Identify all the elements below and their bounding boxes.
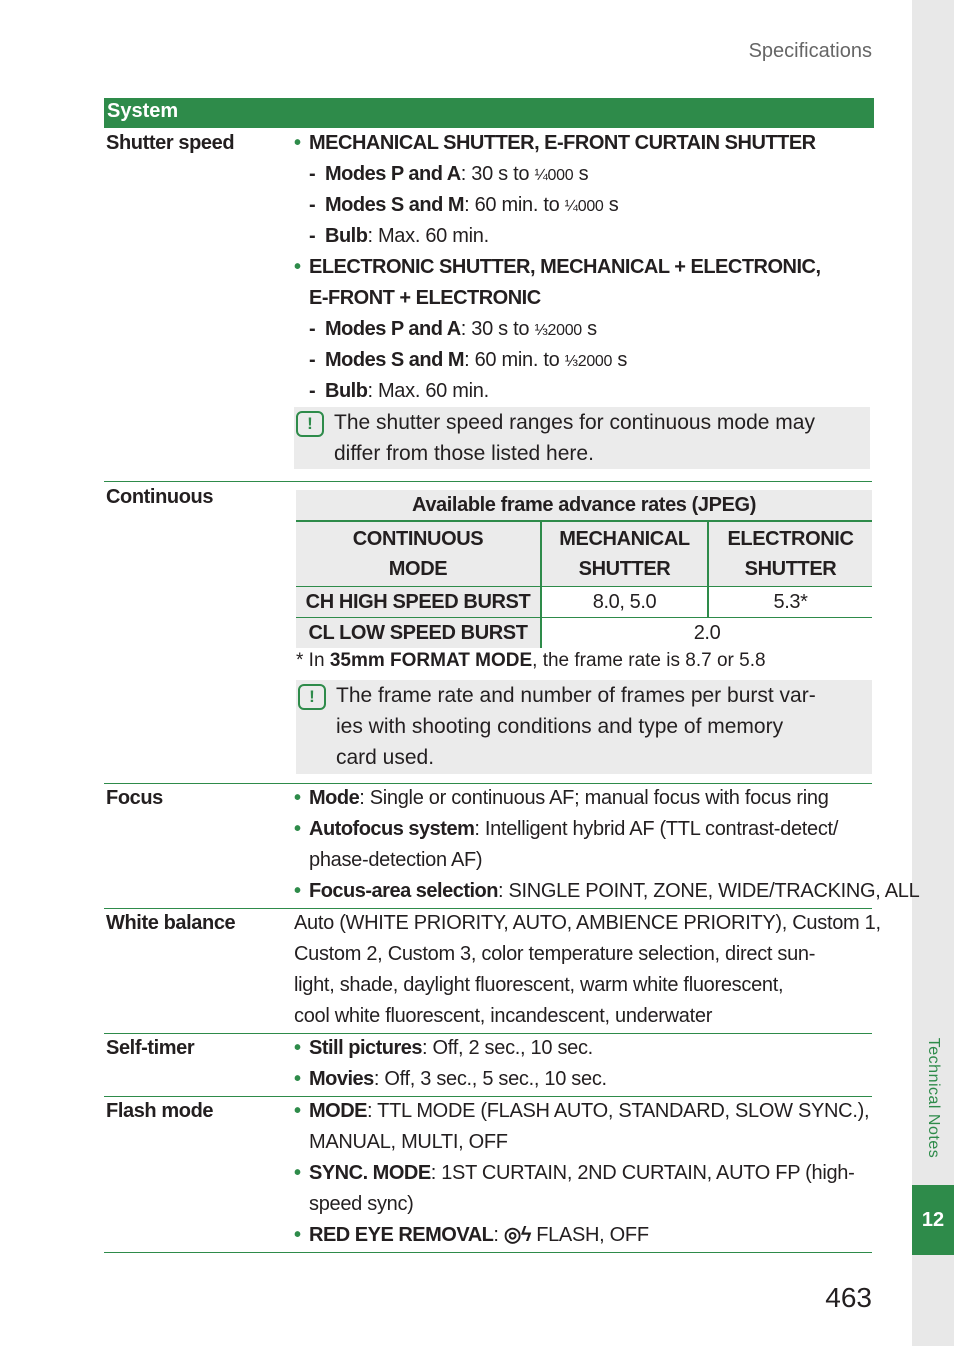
- red-eye-flash-icon: ◎ϟ: [503, 1224, 531, 1246]
- system-header: System: [104, 98, 874, 128]
- list-item-cont: MANUAL, MULTI, OFF: [309, 1131, 508, 1153]
- table-row: CL LOW SPEED BURST 2.0: [296, 618, 872, 649]
- divider: [104, 1252, 872, 1253]
- caution-note: ! The shutter speed ranges for continuous mode may differ from those listed here.: [294, 407, 870, 469]
- sub-item: - Bulb: Max. 60 min.: [309, 225, 489, 247]
- chapter-tab[interactable]: 12: [912, 1185, 954, 1255]
- list-item: • Focus-area selection: SINGLE POINT, ZONE, WIDE/TRACKING, ALL: [294, 880, 920, 902]
- row-label: Continuous: [106, 486, 214, 508]
- sub-item: - Modes S and M: 60 min. to ⅓2000 s: [309, 349, 628, 371]
- sub-item: - Bulb: Max. 60 min.: [309, 380, 489, 402]
- list-item: • MODE: TTL MODE (FLASH AUTO, STANDARD, SLOW SYNC.),: [294, 1100, 870, 1122]
- list-item: • Movies: Off, 3 sec., 5 sec., 10 sec.: [294, 1068, 607, 1090]
- table-footnote: * In 35mm FORMAT MODE, the frame rate is 8.7 or 5.8: [296, 650, 766, 671]
- self-timer-section: [104, 1033, 872, 1095]
- sub-item: - Modes P and A: 30 s to ⅓2000 s: [309, 318, 597, 340]
- column-header: MECHANICAL SHUTTER: [541, 521, 708, 587]
- list-item: • MECHANICAL SHUTTER, E-FRONT CURTAIN SHUTTER: [294, 132, 816, 154]
- page-number: 463: [825, 1282, 872, 1313]
- list-item: • ELECTRONIC SHUTTER, MECHANICAL + ELECTRONIC,: [294, 256, 821, 278]
- caution-note: ! The frame rate and number of frames per burst var- ies with shooting conditions and type of memory card used.: [296, 680, 872, 774]
- continuous-section: [104, 482, 872, 782]
- row-label: White balance: [106, 912, 236, 934]
- row-label: Focus: [106, 787, 163, 809]
- list-item: • SYNC. MODE: 1ST CURTAIN, 2ND CURTAIN, AUTO FP (high-: [294, 1162, 855, 1184]
- list-item: • Still pictures: Off, 2 sec., 10 sec.: [294, 1037, 593, 1059]
- list-item-cont: E-FRONT + ELECTRONIC: [309, 287, 541, 309]
- row-label: Self-timer: [106, 1037, 195, 1059]
- flash-mode-section: [104, 1096, 872, 1251]
- section-side-label: Technical Notes: [925, 1037, 942, 1159]
- sub-item: - Modes P and A: 30 s to ¼000 s: [309, 163, 589, 185]
- table-row: CH HIGH SPEED BURST 8.0, 5.0 5.3*: [296, 587, 872, 618]
- column-header: ELECTRONIC SHUTTER: [708, 521, 872, 587]
- row-label: Shutter speed: [106, 132, 235, 154]
- table-caption: Available frame advance rates (JPEG): [296, 490, 872, 521]
- caution-icon: !: [296, 411, 324, 437]
- list-item: • RED EYE REMOVAL: ◎ϟ FLASH, OFF: [294, 1224, 649, 1246]
- running-head: Specifications: [748, 40, 872, 62]
- white-balance-section: White balance Auto (WHITE PRIORITY, AUTO, AMBIENCE PRIORITY), Custom 1, Custom 2, Custom 3, color temperature selection, direct sun- light, shade, daylight fluorescent, warm white fluorescent, cool white fluorescent, incandescent, underwater: [104, 908, 872, 1032]
- list-item: • Autofocus system: Intelligent hybrid AF (TTL contrast-detect/: [294, 818, 839, 840]
- column-header: CONTINUOUS MODE: [296, 521, 541, 587]
- list-item: • Mode: Single or continuous AF; manual focus with focus ring: [294, 787, 829, 809]
- list-item-cont: speed sync): [309, 1193, 414, 1215]
- caution-icon: !: [298, 684, 326, 710]
- list-item-cont: phase-detection AF): [309, 849, 483, 871]
- shutter-speed-section: [104, 128, 872, 472]
- row-label: Flash mode: [106, 1100, 214, 1122]
- frame-rate-table: [296, 490, 872, 648]
- focus-section: [104, 783, 920, 907]
- sub-item: - Modes S and M: 60 min. to ¼000 s: [309, 194, 619, 216]
